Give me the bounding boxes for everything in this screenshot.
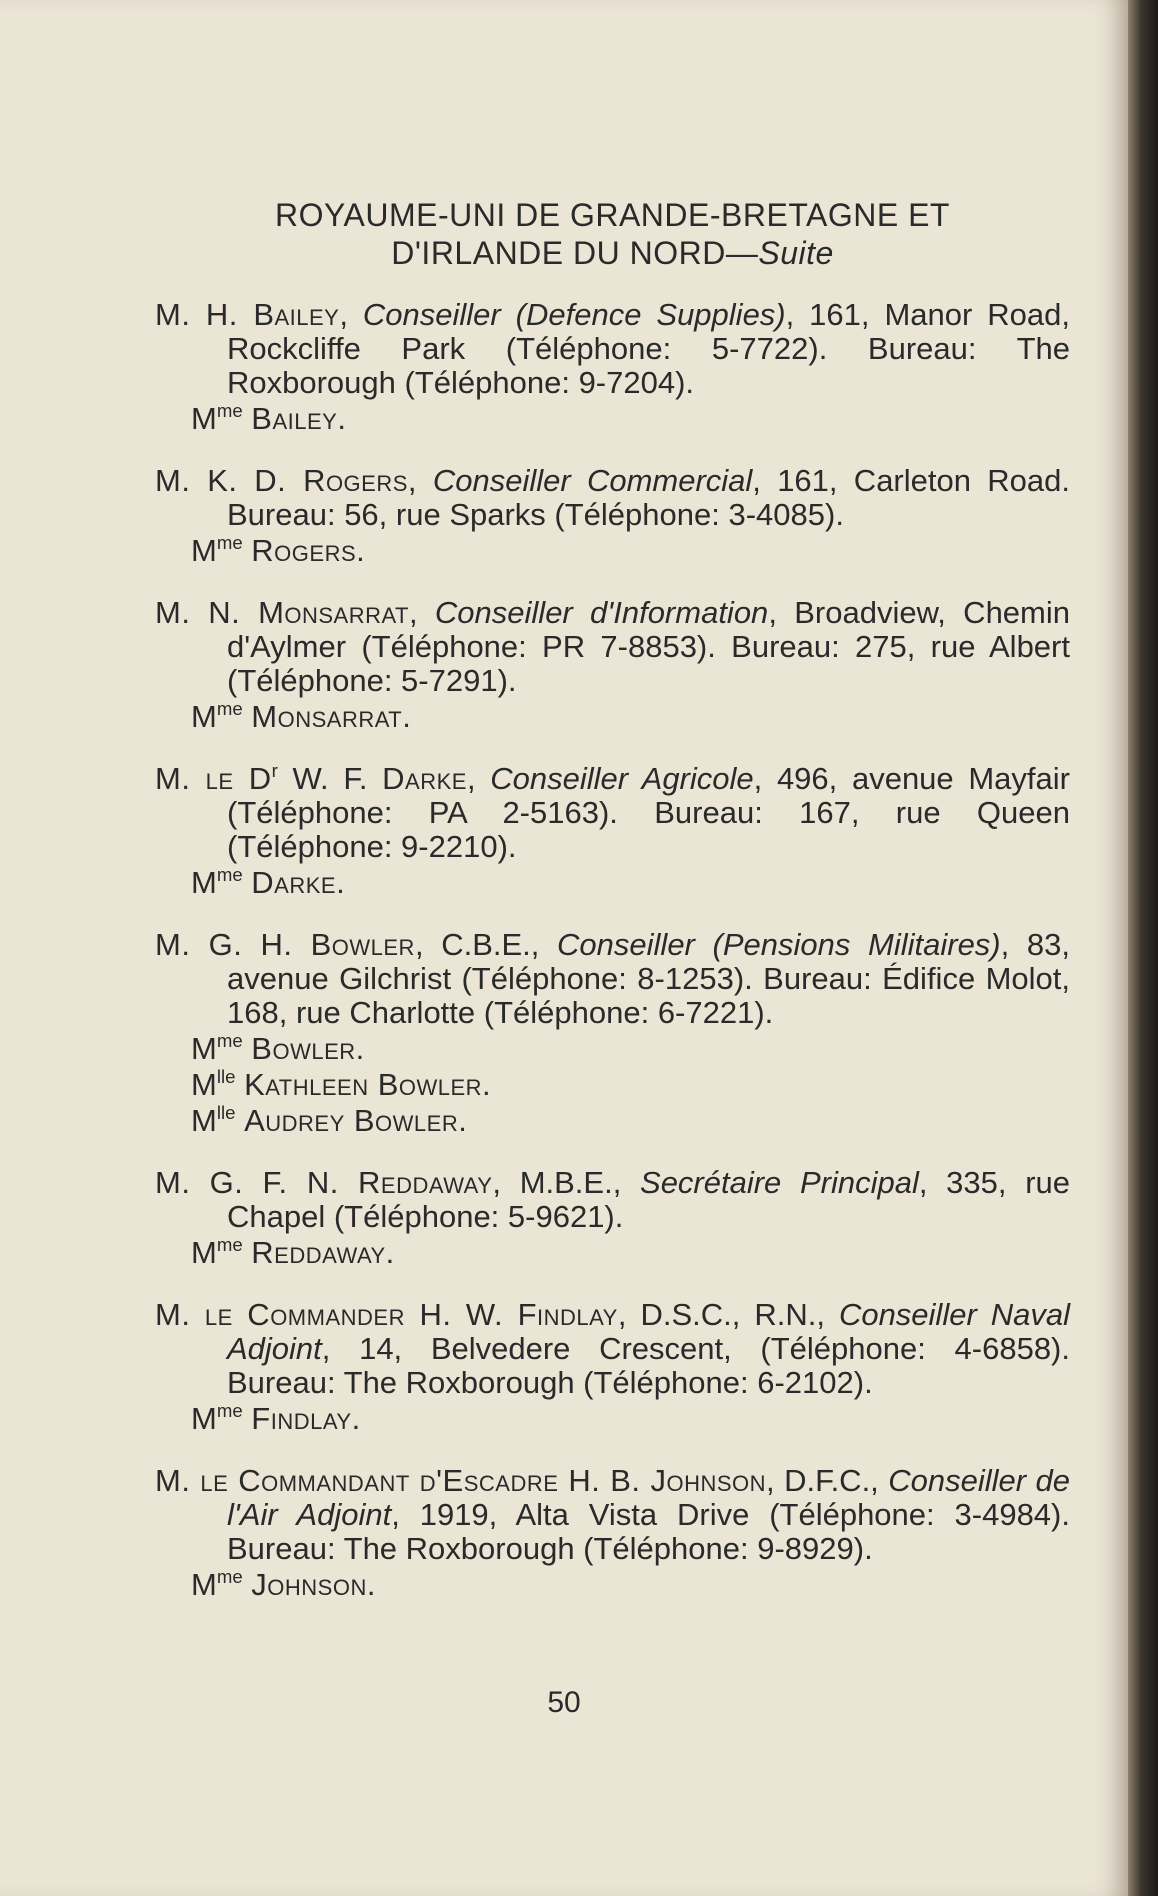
family-title: M bbox=[191, 401, 217, 436]
family-name: Darke. bbox=[251, 865, 346, 900]
entries-list bbox=[155, 298, 1070, 1602]
entry-main-line bbox=[155, 759, 1070, 864]
family-title: M bbox=[191, 1103, 217, 1138]
family-name: Findlay. bbox=[251, 1401, 361, 1436]
page-number: 50 bbox=[547, 1686, 581, 1719]
entry-separator: , M.B.E., bbox=[492, 1165, 641, 1200]
entry-name: Johnson bbox=[650, 1463, 767, 1498]
family-name: Johnson. bbox=[251, 1567, 376, 1602]
family-name: Audrey Bowler. bbox=[244, 1103, 468, 1138]
entry-main-line bbox=[155, 596, 1070, 698]
family-title-superscript: me bbox=[216, 1399, 243, 1421]
entry-prefix: M. N. bbox=[155, 595, 259, 630]
family-name: Kathleen Bowler. bbox=[244, 1067, 492, 1102]
heading-line-1: ROYAUME-UNI DE GRANDE-BRETAGNE ET bbox=[275, 197, 950, 233]
entry-family-member bbox=[191, 1233, 1070, 1270]
family-title-superscript: lle bbox=[216, 1101, 236, 1123]
entry-separator: , bbox=[339, 297, 363, 332]
entry bbox=[155, 464, 1070, 568]
book-gutter-edge bbox=[1128, 0, 1158, 1896]
heading-line-2-text: D'IRLANDE DU NORD— bbox=[391, 235, 759, 271]
entry-separator: , bbox=[409, 595, 435, 630]
entry-title: Conseiller d'Information bbox=[434, 595, 769, 630]
entry-family-member bbox=[191, 399, 1070, 436]
entry-separator: , D.F.C., bbox=[766, 1463, 889, 1498]
entry bbox=[155, 759, 1070, 900]
entry-name: Bailey bbox=[253, 297, 340, 332]
family-title-superscript: me bbox=[216, 1565, 243, 1587]
entry-family-member bbox=[191, 697, 1070, 734]
family-title: M bbox=[191, 1567, 217, 1602]
entry-prefix-continued: W. F. bbox=[277, 761, 383, 796]
family-title-superscript: me bbox=[216, 1029, 243, 1051]
family-name: Bailey. bbox=[251, 401, 347, 436]
family-name: Reddaway. bbox=[251, 1235, 395, 1270]
entry-main-line bbox=[155, 298, 1070, 400]
entry-separator: , D.S.C., R.N., bbox=[617, 1297, 839, 1332]
entry-title: Conseiller Commercial bbox=[432, 463, 753, 498]
entry-name: Darke bbox=[382, 761, 467, 796]
entry-title: Conseiller (Pensions Militaires) bbox=[557, 927, 1001, 962]
entry-prefix: M. G. F. N. bbox=[155, 1165, 359, 1200]
entry-title: Conseiller (Defence Supplies) bbox=[362, 297, 786, 332]
entry-family-member bbox=[191, 531, 1070, 568]
entry-main-line bbox=[155, 1166, 1070, 1234]
family-title: M bbox=[191, 1401, 217, 1436]
entry-name: Bowler bbox=[310, 927, 415, 962]
entry-separator: , bbox=[466, 761, 491, 796]
entry bbox=[155, 298, 1070, 436]
entry-details: , 83, avenue Gilchrist (Téléphone: 8-1253). Bureau: Édifice Molot, 168, rue Charlotte (Téléphone: 6-7221). bbox=[227, 927, 1070, 1030]
entry-prefix: M. K. D. bbox=[155, 463, 304, 498]
entry-main-line bbox=[155, 1298, 1070, 1400]
family-title: M bbox=[191, 1067, 217, 1102]
entry bbox=[155, 1298, 1070, 1436]
entry-family-member bbox=[191, 1565, 1070, 1602]
entry-details: , 496, avenue Mayfair (Téléphone: PA 2-5163). Bureau: 167, rue Queen (Téléphone: 9-2210). bbox=[227, 761, 1070, 864]
entry-name: Reddaway bbox=[358, 1165, 493, 1200]
entry-prefix: M. le Commandant d'Escadre H. B. bbox=[155, 1463, 651, 1498]
page-content bbox=[155, 196, 1070, 1630]
entry-family-member bbox=[191, 863, 1070, 900]
entry-name: Monsarrat bbox=[258, 595, 409, 630]
entry-main-line bbox=[155, 1464, 1070, 1566]
family-title: M bbox=[191, 1235, 217, 1270]
entry-prefix: M. le D bbox=[155, 761, 272, 796]
family-title: M bbox=[191, 699, 217, 734]
entry bbox=[155, 928, 1070, 1138]
entry-details: , 1919, Alta Vista Drive (Téléphone: 3-4984). Bureau: The Roxborough (Téléphone: 9-8929). bbox=[227, 1497, 1070, 1566]
entry-prefix: M. le Commander H. W. bbox=[155, 1297, 518, 1332]
entry-family-member bbox=[191, 1399, 1070, 1436]
heading-line-2 bbox=[155, 234, 1070, 272]
entry-separator: , bbox=[407, 463, 433, 498]
entry-details: , 161, Manor Road, Rockcliffe Park (Téléphone: 5-7722). Bureau: The Roxborough (Téléphone: 9-7204). bbox=[227, 297, 1070, 400]
section-heading bbox=[155, 196, 1070, 272]
family-name: Monsarrat. bbox=[251, 699, 412, 734]
entry-title: Conseiller Naval Adjoint bbox=[227, 1297, 1071, 1366]
entry-main-line bbox=[155, 464, 1070, 532]
family-title-superscript: me bbox=[216, 531, 243, 553]
entry bbox=[155, 1166, 1070, 1270]
family-name: Rogers. bbox=[251, 533, 366, 568]
entry-prefix-superscript: r bbox=[271, 759, 278, 781]
entry-name: Rogers bbox=[303, 463, 408, 498]
entry-title: Secrétaire Principal bbox=[640, 1165, 919, 1200]
entry-details: , Broadview, Chemin d'Aylmer (Téléphone: PR 7-8853). Bureau: 275, rue Albert (Téléphone: 5-7291). bbox=[227, 595, 1070, 698]
entry bbox=[155, 596, 1070, 734]
entry-details: , 14, Belvedere Crescent, (Téléphone: 4-6858). Bureau: The Roxborough (Téléphone: 6-2102). bbox=[227, 1331, 1070, 1400]
entry-name: Findlay bbox=[517, 1297, 618, 1332]
family-title: M bbox=[191, 533, 217, 568]
family-title: M bbox=[191, 1031, 217, 1066]
family-title-superscript: me bbox=[216, 399, 243, 421]
family-name: Bowler. bbox=[251, 1031, 365, 1066]
entry bbox=[155, 1464, 1070, 1602]
family-title-superscript: lle bbox=[216, 1065, 236, 1087]
entry-title: Conseiller de l'Air Adjoint bbox=[227, 1463, 1070, 1532]
family-title: M bbox=[191, 865, 217, 900]
family-title-superscript: me bbox=[216, 697, 243, 719]
entry-title: Conseiller Agricole bbox=[490, 761, 754, 796]
entry-family-member bbox=[191, 1101, 1070, 1138]
entry-prefix: M. G. H. bbox=[155, 927, 311, 962]
entry-details: , 161, Carleton Road. Bureau: 56, rue Sparks (Téléphone: 3-4085). bbox=[227, 463, 1070, 532]
entry-prefix: M. H. bbox=[155, 297, 254, 332]
entry-family-member bbox=[191, 1065, 1070, 1102]
entry-family-member bbox=[191, 1029, 1070, 1066]
family-title-superscript: me bbox=[216, 863, 243, 885]
entry-separator: , C.B.E., bbox=[414, 927, 558, 962]
entry-main-line bbox=[155, 928, 1070, 1030]
family-title-superscript: me bbox=[216, 1233, 243, 1255]
heading-suite: Suite bbox=[758, 235, 834, 271]
entry-details: , 335, rue Chapel (Téléphone: 5-9621). bbox=[227, 1165, 1070, 1234]
